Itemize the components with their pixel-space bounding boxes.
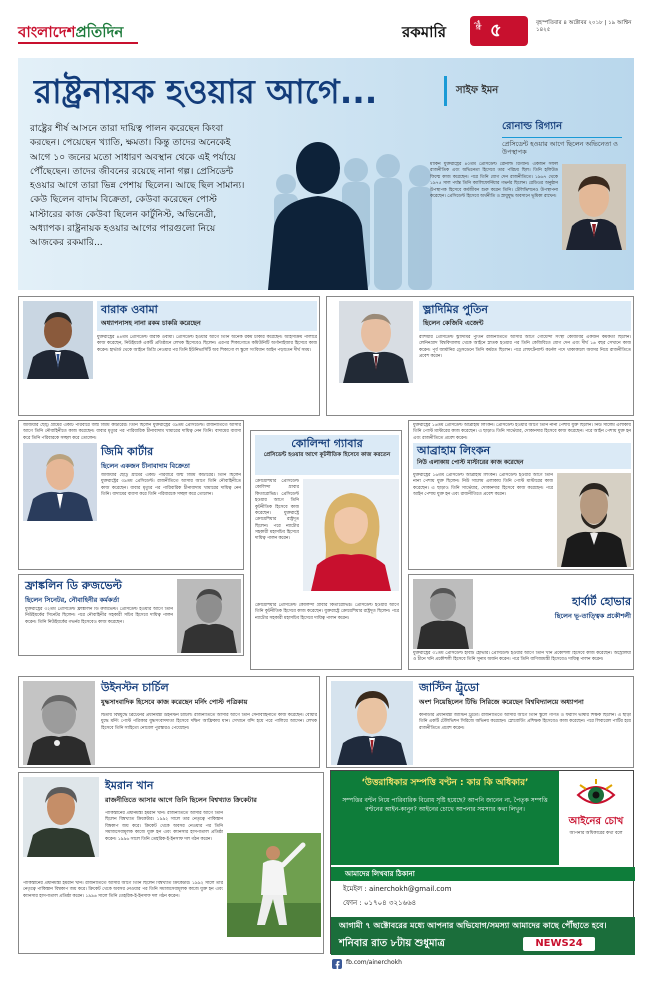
putin-photo xyxy=(339,301,413,383)
lincoln-photo xyxy=(557,473,631,567)
ad-tagline: আপনার অধিকারের কথা বলে xyxy=(569,831,623,836)
logo-part-1: বাংলাদেশ xyxy=(18,23,76,41)
churchill-name: উইনস্টন চার্চিল xyxy=(101,681,169,694)
churchill-article xyxy=(18,676,320,768)
reagan-heading xyxy=(502,120,622,157)
hoover-photo xyxy=(413,579,473,649)
putin-subtitle: ছিলেন কেজিবি এজেন্ট xyxy=(423,319,484,327)
putin-name: ভ্লাদিমির পুতিন xyxy=(423,303,488,316)
trudeau-body: কানাডার প্রধানমন্ত্রী জাস্টিন ট্রুডো। রাজনীতিতে আসার আগে তিনি স্কুলে গণিত ও ফরাসি ভাষার শিক্ষক ছিলেন। এ ছাড়া তিনি একটি টেলিভিশন সিরিজে অভিনয় করেছেন। স্নোবোর্ডিং প্রশিক্ষক হিসেবেও কাজ করেছেন। পরে লিবারেল পার্টির হয়ে রাজনীতিতে প্রবেশ করেন। xyxy=(419,713,631,731)
roosevelt-name: ফ্রাঙ্কলিন ডি রুজভেল্ট xyxy=(25,579,122,592)
churchill-body: দ্বিতীয় বিশ্বযুদ্ধে ব্রিটেনের প্রধানমন্ত্রী উইনস্টন চার্চিল। রাজনীতিতে আসার আগে তিনি সেনাবাহিনীতে কাজ করেছেন। বোয়ার যুদ্ধে মর্নিং পোস্ট পত্রিকার যুদ্ধসংবাদদাতা হিসেবে দক্ষিণ আফ্রিকায় যান। সেখানে বন্দি হয়ে পরে পালিয়ে আসেন। লেখক হিসেবে তিনি সাহিত্যে নোবেল পুরস্কারও পেয়েছেন। xyxy=(101,713,317,731)
imran-body: পাকিস্তানের প্রধানমন্ত্রী ইমরান খান। রাজনীতিতে আসার আগে তিনি ছিলেন বিশ্বখ্যাত ক্রিকেটার। ১৯৯২ সালে তার নেতৃত্বে পাকিস্তান বিশ্বকাপ জয় করে। ক্রিকেট থেকে অবসর নেওয়ার পর তিনি সমাজসেবামূলক কাজে যুক্ত হন এবং ক্যানসার হাসপাতাল প্রতিষ্ঠা করেন। ১৯৯৬ সালে তিনি তেহরিক-ই-ইনসাফ দল গঠন করেন। xyxy=(105,811,223,842)
lincoln-article xyxy=(408,420,634,570)
carter-body: জর্জিয়ার ছোট্ট গ্রামের একটি পরিবারে জন্ম জিমি কার্টারের। তিনি ছিলেন যুক্তরাষ্ট্রের ৩৯তম প্রেসিডেন্ট। রাজনীতিতে আসার আগে তিনি নৌবাহিনীতে কাজ করেছেন। বাবার মৃত্যুর পর পারিবারিক চীনাবাদাম খামারের দায়িত্ব নেন তিনি। বাদামের ব্যবসা করে তিনি পরিবারকে সচ্ছল করে তোলেন। xyxy=(101,473,241,498)
obama-article xyxy=(18,296,320,416)
eye-icon xyxy=(576,777,616,813)
hoover-name: হার্বার্ট হোভার xyxy=(572,595,631,608)
obama-name: বারাক ওবামা xyxy=(101,303,158,316)
ad-email[interactable]: ইমেইল : ainerchokh@gmail.com xyxy=(343,885,452,893)
hoover-heading xyxy=(479,595,631,621)
byline-accent xyxy=(444,76,447,106)
churchill-heading xyxy=(101,681,317,707)
ainer-chokh-advertisement xyxy=(330,770,634,954)
page-number-badge xyxy=(470,16,528,46)
lincoln-body: যুক্তরাষ্ট্রের ১৬তম প্রেসিডেন্ট আব্রাহাম লিংকন। প্রেসিডেন্ট হওয়ার আগে তিনি নানা পেশায় যুক্ত ছিলেন। নিউ সালেম এলাকায় তিনি পোস্ট মাস্টারের কাজ করেছেন। এ ছাড়াও তিনি সার্ভেয়ার, দোকানদার হিসেবে কাজ করেছেন। পরে আইন পেশায় যুক্ত হন এবং রাজনীতিতে প্রবেশ করেন। xyxy=(413,473,553,498)
imran-name: ইমরান খান xyxy=(105,779,154,792)
lincoln-subtitle: নিউ এলাকায় পোস্ট মাস্টারের কাজ করেছেন xyxy=(417,459,524,466)
hoover-article xyxy=(408,574,634,670)
page-label: পৃষ্ঠা xyxy=(474,20,481,30)
ad-address-heading: আমাদের লিখবার ঠিকানা xyxy=(331,867,635,881)
trudeau-heading xyxy=(419,681,631,707)
lincoln-name: আব্রাহাম লিংকন xyxy=(417,444,491,457)
author-byline: সাইফ ইমন xyxy=(456,85,499,96)
grabar-name: কোলিন্দা গ্যাবার xyxy=(291,437,363,450)
imran-subtitle: রাজনীতিতে আসার আগে তিনি ছিলেন বিশ্বখ্যাত ক্রিকেটার xyxy=(105,795,257,804)
feature-intro: রাষ্ট্রের শীর্ষ আসনে তারা দায়িত্ব পালন করেছেন কিংবা করছেন। পেয়েছেন খ্যাতি, ক্ষমতা। কিন্তু তাদের অনেকেই আগে ১০ জনের মতো সাধারণ অবস্থান থেকে এই পর্যায়ে পৌঁছেছেন। তাদের জীবনের রয়েছে নানা গল্প। প্রেসিডেন্ট হওয়ার আগে তারা ভিন্ন পেশায় ছিলেন। আছে ছিল সামান্য। কেউ ছিলেন বাদাম বিক্রেতা, কেউবা করেছেন পোস্ট মাস্টারের কাজ কেউবা ছিলেন কার্টুনিস্ট, অভিনেত্রী, অধ্যাপক। রাষ্ট্রনায়ক হওয়ার আগের পারগুলো নিয়ে আজকের রকমারি... xyxy=(30,123,245,248)
hoover-body: যুক্তরাষ্ট্রের ৩১তম প্রেসিডেন্ট হার্বার্ট হোভার। প্রেসিডেন্ট হওয়ার আগে তিনি খনি প্রকৌশলী হিসেবে কাজ করেছেন। অস্ট্রেলিয়া ও চীনে খনি প্রকৌশলী হিসেবে তিনি সুনাম অর্জন করেন। পরে তিনি বাণিজ্যমন্ত্রী হিসেবেও দায়িত্ব পালন করেন। xyxy=(413,651,631,663)
reagan-body: মার্কিন যুক্তরাষ্ট্রের ৪০তম প্রেসিডেন্ট রোনাল্ড রিগ্যান। একজন সফল রাজনীতিক এবং অভিনেতা হিসেবে তার পরিচয় ছিল। তিনি হলিউড ফিল্মে কাজ করেছেন। পরে তিনি যোগ দেন রাজনীতিতে। ১৯৬৭ থেকে ১৯৭৫ সাল পর্যন্ত তিনি ক্যালিফোর্নিয়ার গভর্নর ছিলেন। রেডিওর অনুষ্ঠান উপস্থাপক হিসেবে কর্মজীবন শুরু করেন তিনি। টেলিভিশনেও উপস্থাপনা করেছেন। প্রেসিডেন্ট হিসেবে অর্থনীতি ও স্নায়ুযুদ্ধ অবসানে ভূমিকা রাখেন। xyxy=(430,162,558,199)
ad-question: ‘উত্তরাধিকার সম্পত্তি বণ্টন : কার কি অধিকার’ xyxy=(361,778,529,788)
putin-article xyxy=(326,296,634,416)
obama-subtitle: অধ্যাপনাসহ নানা রকম চাকরি করেছেন xyxy=(101,319,201,327)
grabar-article xyxy=(250,430,402,670)
roosevelt-subtitle: ছিলেন সিনেটর, নৌবাহিনীর কর্মকর্তা xyxy=(25,595,120,604)
imran-photo xyxy=(23,777,99,857)
lincoln-lead-text: যুক্তরাষ্ট্রের ১৬তম প্রেসিডেন্ট আব্রাহাম লিংকন। প্রেসিডেন্ট হওয়ার আগে তিনি নানা পেশায় যুক্ত ছিলেন। নিউ সালেম এলাকায় তিনি পোস্ট মাস্টারের কাজ করেছেন। এ ছাড়াও তিনি সার্ভেয়ার, দোকানদার হিসেবে কাজ করেছেন। পরে আইন পেশায় যুক্ত হন এবং রাজনীতিতে প্রবেশ করেন। xyxy=(413,423,631,441)
obama-heading xyxy=(97,301,317,331)
facebook-icon xyxy=(332,959,342,969)
ad-facebook-link[interactable]: fb.com/ainerchokh xyxy=(346,959,402,966)
trudeau-photo xyxy=(331,681,413,765)
roosevelt-body: যুক্তরাষ্ট্রের ৩২তম প্রেসিডেন্ট ফ্রাঙ্কলিন ডি রুজভেল্ট। প্রেসিডেন্ট হওয়ার আগে তিনি নিউইয়র্কের সিনেটর ছিলেন। পরে নৌবাহিনীর সহকারী সচিব হিসেবে দায়িত্ব পালন করেন। তিনি নিউইয়র্কের গভর্নর হিসেবেও কাজ করেছেন। xyxy=(25,607,173,625)
logo-part-2: প্রতিদিন xyxy=(75,23,124,41)
newspaper-logo xyxy=(18,22,123,42)
imran-body-bottom: পাকিস্তানের প্রধানমন্ত্রী ইমরান খান। রাজনীতিতে আসার আগে তিনি ছিলেন বিশ্বখ্যাত ক্রিকেটার। ১৯৯২ সালে তার নেতৃত্বে পাকিস্তান বিশ্বকাপ জয় করে। ক্রিকেট থেকে অবসর নেওয়ার পর তিনি সমাজসেবামূলক কাজে যুক্ত হন এবং ক্যানসার হাসপাতাল প্রতিষ্ঠা করেন। ১৯৯৬ সালে তিনি তেহরিক-ই-ইনসাফ দল গঠন করেন। xyxy=(23,881,223,899)
masthead xyxy=(0,0,650,56)
grabar-heading xyxy=(255,435,399,475)
obama-body: যুক্তরাষ্ট্রের ৪৪তম প্রেসিডেন্ট বারাক ওবামা। প্রেসিডেন্ট হওয়ার আগে তিনি অনেক রকম চাকরি করেছেন। আইসক্রিম পার্লারে কাজ করেছেন, নিউইয়র্কে একটি প্রতিষ্ঠানে লেখক হিসেবেও ছিলেন। এরপর শিকাগোতে কমিউনিটি অর্গানাইজার হিসেবে কাজ করেন। হার্ভার্ড থেকে আইনে ডিগ্রি নেওয়ার পর তিনি ইউনিভার্সিটি অব শিকাগো ল স্কুলে সংবিধান আইন পড়াতেন দীর্ঘ সময়। xyxy=(97,335,317,353)
grabar-subtitle: প্রেসিডেন্ট হওয়ার আগে কূটনীতিক হিসেবে কাজ করতেন xyxy=(263,451,391,458)
carter-heading xyxy=(101,445,241,471)
putin-heading xyxy=(419,301,631,331)
putin-body: রাশিয়ার প্রেসিডেন্ট ভ্লাদিমির পুতিন রাজনীতিতে আসার আগে গোয়েন্দা সংস্থা কেজিবির একজন কর্মকর্তা ছিলেন। লেনিনগ্রাদ বিশ্ববিদ্যালয় থেকে আইনে স্নাতক হওয়ার পর তিনি কেজিবিতে যোগ দেন এবং দীর্ঘ ১৬ বছর সেখানে কাজ করেন। পূর্ব জার্মানির ড্রেসডেনে তিনি কর্মরত ছিলেন। পরে লেফটেন্যান্ট কর্নেল পদে থাকাকালে অবসর নিয়ে রাজনীতিতে প্রবেশ করেন। xyxy=(419,335,631,360)
ad-question-panel xyxy=(331,771,559,865)
trudeau-article xyxy=(326,676,634,768)
feature-title: রাষ্ট্রনায়ক হওয়ার আগে... xyxy=(34,72,378,111)
ad-phone: ফোন : ০১৭০৪ ৩২১৬৬৪ xyxy=(343,899,417,907)
grabar-body-left: ক্রোয়েশিয়ার প্রেসিডেন্ট কোলিন্দা গ্রাবার কিতারোভিচ। প্রেসিডেন্ট হওয়ার আগে তিনি কূটনীতিক হিসেবে কাজ করেছেন। যুক্তরাষ্ট্রে ক্রোয়েশিয়ার রাষ্ট্রদূত ছিলেন। পরে ন্যাটোর সহকারী মহাসচিব হিসেবে দায়িত্ব পালন করেন। xyxy=(255,479,299,542)
carter-name: জিমি কার্টার xyxy=(101,445,154,458)
carter-article xyxy=(18,420,244,570)
lincoln-heading xyxy=(413,443,631,469)
obama-photo xyxy=(23,301,93,379)
ad-deadline-strip xyxy=(331,917,635,955)
reagan-name: রোনাল্ড রিগ্যান xyxy=(502,121,563,132)
ad-facebook-row xyxy=(330,956,634,974)
carter-lead-text: জর্জিয়ার ছোট্ট গ্রামের একটি পরিবারে জন্ম জিমি কার্টারের। তিনি ছিলেন যুক্তরাষ্ট্রের ৩৯তম প্রেসিডেন্ট। রাজনীতিতে আসার আগে তিনি নৌবাহিনীতে কাজ করেছেন। বাবার মৃত্যুর পর পারিবারিক চীনাবাদাম খামারের দায়িত্ব নেন তিনি। বাদামের ব্যবসা করে তিনি পরিবারকে সচ্ছল করে তোলেন। xyxy=(23,423,241,441)
imran-article xyxy=(18,772,324,954)
section-title: রকমারি xyxy=(402,23,446,41)
hoover-subtitle: ছিলেন ভূ-তাত্ত্বিক প্রকৌশলী xyxy=(554,611,631,620)
ad-logo-panel xyxy=(559,771,633,865)
roosevelt-heading xyxy=(25,579,185,605)
feature-banner xyxy=(18,58,634,290)
carter-subtitle: ছিলেন একজন চীনাবাদাম বিক্রেতা xyxy=(101,461,190,470)
trudeau-name: জাস্টিন ট্রুডো xyxy=(419,681,480,694)
grabar-photo xyxy=(303,479,399,591)
logo-underline xyxy=(18,42,138,44)
trudeau-subtitle: অংশ নিয়েছিলেন টিভি সিরিজে করেছেন বিশ্ববিদ্যালয়ে অধ্যাপনা xyxy=(419,697,584,706)
grabar-body-bottom: ক্রোয়েশিয়ার প্রেসিডেন্ট কোলিন্দা গ্রাবার কিতারোভিচ। প্রেসিডেন্ট হওয়ার আগে তিনি কূটনীতিক হিসেবে কাজ করেছেন। যুক্তরাষ্ট্রে ক্রোয়েশিয়ার রাষ্ট্রদূত ছিলেন। পরে ন্যাটোর সহকারী মহাসচিব হিসেবে দায়িত্ব পালন করেন। xyxy=(255,603,399,621)
roosevelt-photo xyxy=(177,579,241,653)
issue-date: বৃহস্পতিবার ৪ অক্টোবর ২০১৮ | ১৯ আশ্বিন ১৪২৫ xyxy=(536,20,632,34)
imran-heading xyxy=(105,779,321,805)
ad-description: সম্পত্তির বণ্টন নিয়ে পারিবারিক বিরোধ সৃষ্টি হয়েছে? আপনি জানেন না, পৈতৃক সম্পত্তি বণ্টনের আইন-কানুন? আইনের চোখে আপনার সমস্যার কথা লিখুন। xyxy=(342,797,548,813)
ad-brand-name: আইনের চোখ xyxy=(568,816,624,827)
channel-logo: NEWS24 xyxy=(523,937,595,951)
ad-schedule-text: শনিবার রাত ৮টায় শুধুমাত্র xyxy=(339,938,445,949)
churchill-photo xyxy=(23,681,95,765)
reagan-subtitle: প্রেসিডেন্ট হওয়ার আগে ছিলেন অভিনেতা ও উপস্থাপক xyxy=(502,137,622,158)
roosevelt-article xyxy=(18,574,244,656)
churchill-subtitle: যুদ্ধসাংবাদিক হিসেবে কাজ করেছেন মর্নিং পোস্ট পত্রিকায় xyxy=(101,697,248,706)
reagan-photo xyxy=(562,164,626,250)
page-number: ৫ xyxy=(490,20,502,41)
carter-photo xyxy=(23,443,97,521)
ad-deadline-text: আগামী ৭ অক্টোবরের মধ্যে আপনার অভিযোগ/সমস্যা আমাদের কাছে পৌঁছাতে হবে। xyxy=(339,921,607,930)
imran-cricket-photo xyxy=(227,833,321,937)
